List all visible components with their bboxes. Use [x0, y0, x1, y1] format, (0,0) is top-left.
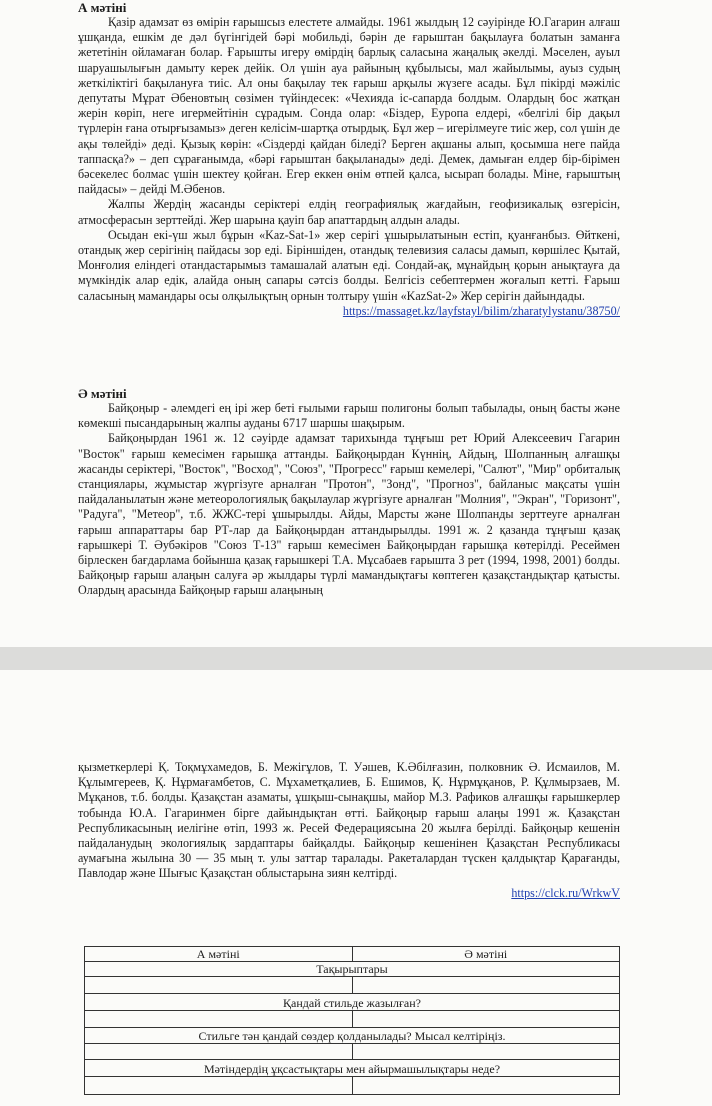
- header-text-a: А мәтіні: [85, 947, 353, 962]
- topics-label: Тақырыптары: [85, 962, 620, 977]
- differences-answer-a[interactable]: [85, 1077, 353, 1095]
- header-text-b: Ә мәтіні: [352, 947, 620, 962]
- text-b-paragraph-1: Байқоңыр - әлемдегі ең ірі жер беті ғылыми ғарыш полигоны болып табылады, оның басты және көмекші пысандарының жалпы ауданы 6717 шаршы шақырым.: [78, 401, 620, 431]
- text-a-source-link[interactable]: https://massaget.kz/layfstayl/bilim/zharatylystanu/38750/: [342, 303, 620, 318]
- table-header-row: [85, 947, 620, 962]
- differences-answer-b[interactable]: [352, 1077, 620, 1095]
- words-label: Стильге тән қандай сөздер қолданылады? Мысал келтіріңіз.: [85, 1028, 620, 1044]
- topics-answer-b[interactable]: [352, 977, 620, 994]
- page-divider: [0, 647, 712, 670]
- style-answer-b[interactable]: [352, 1011, 620, 1028]
- text-b-section: [78, 386, 620, 599]
- text-a-heading: А мәтіні: [78, 0, 127, 15]
- style-label: Қандай стильде жазылған?: [85, 994, 620, 1011]
- text-b-paragraph-2: Байқоңырдан 1961 ж. 12 сәуірде адамзат тарихында тұңғыш рет Юрий Алексеевич Гагарин "Восток" ғарыш кемесімен ғарышқа аттанды. Байқоңырдан Күннің, Айдың, Шолпанның алғашқы жасанды серіктері, "Восток", "Восход", "Союз", "Прогресс" ғарыш кемелері, "Салют", "Мир" орбиталық станциялары, жұмыстар жүргізуге арналған "Протон", "Зонд", "Прогноз", байланыс мақсаты үшін пайдаланылатын және метеорологиялық бақылаулар жүргізуге арналған "Молния", "Экран", "Горизонт", "Радуга", "Метеор", т.б. ЖЖС-тері ұшырылды. Айды, Марсты және Шолпанды зерттеуге арналған ғарыш аппараттары бар РТ-лар да Байқоңырдан аттандырылды. 1991 ж. 2 қазанда тұңғыш қазақ ғарышкері Т. Әубәкіров "Союз Т-13" ғарыш кемесімен Байқоңырдан ғарышқа көтерілді. Ресеймен бірлескен бағдарлама бойынша қазақ ғарышкері Т.А. Мұсабаев ғарышта 3 рет (1994, 1998, 2001) болды. Байқоңыр ғарыш алаңын салуға әр жылдары түрлі мамандықтағы көптеген қазақстандықтар қатысты. Олардың арасында Байқоңыр ғарыш алаңының: [78, 431, 620, 598]
- words-answer-b[interactable]: [352, 1044, 620, 1060]
- topics-answer-a[interactable]: [85, 977, 353, 994]
- differences-label: Мәтіндердің ұқсастықтары мен айырмашылықтары неде?: [85, 1060, 620, 1077]
- text-a-paragraph-2: Жалпы Жердің жасанды серіктері елдің географиялық жағдайын, геофизикалық өзгерісін, атмосферасын зерттейді. Жер шарына қауіп бар апаттардың алдын алады.: [78, 197, 620, 227]
- comparison-table: [84, 946, 620, 1095]
- text-a-paragraph-1: Қазір адамзат өз өмірін ғарышсыз елестете алмайды. 1961 жылдың 12 сәуірінде Ю.Гагарин алғаш ұшқанда, ешкім де дәл бүгінгідей бәрі мобильді, бәрін де ғарыштан бақылауға болатын заманға жететінін ойламаған болар. Ғарышты игеру өмірдің барлық саласына жаңалық әкелді. Мәселен, ауыл шаруашылығын дамыту керек дейік. Ол үшін ауа райының құбылысы, мал жайылымы, ауыз судың жеткіліктігі бақылануға тиіс. Ал оны бақылау тек ғарыш арқылы жүзеге асады. Бұл пікірді мәжіліс депутаты Мұрат Әбеновтың сөзімен түйіндесек: «Чехияда іс-сапарда болдым. Олардың бос жатқан жерін көріп, неге игермейтінін сұрадым. Сонда олар: «Біздер, Еуропа елдері, «белгілі бір дақыл түрлерін ғана отырғызамыз» деген келісім-шартқа отырдық. Бұл жер – игерілмеуге тиіс жер, сол үшін де ақы төлейді» деді. Қызық көрін: «Сіздерді қайдан біледі? Берген ақшаны алып, қосымша неге пайда таппасқа?» – деп сұрағанымда, «бәрі ғарыштан бақыланады» деді. Демек, дамыған елдер бір-бірімен бәсекелес болмас үшін шектеу қойған. Егер еккен өнім өтпей қалса, ысырап болады. Міне, ғарыштың пайдасы» – дейді М.Әбенов.: [78, 15, 620, 197]
- style-answer-a[interactable]: [85, 1011, 353, 1028]
- words-answer-a[interactable]: [85, 1044, 353, 1060]
- text-b-continuation: [78, 760, 620, 901]
- text-a-paragraph-3: Осыдан екі-үш жыл бұрын «Kaz-Sat-1» жер серігі ұшырылатынын естіп, қуанғанбыз. Өйткені, отандық жер серігінің пайдасы зор еді. Біріншіден, отандық телевизия саласы дамып, көршілес Қытай, Монғолия еліндегі отандастарымыз тамашалай алатын еді. Сондай-ақ, мұнайдың қорын анықтауға да мүмкіндік алар едік, алайда оның сапары сәтсіз болды. Белгісіз себептермен жоғалып кетті. Ғарыш саласының мамандары осы олқылықтың орнын толтыру үшін «KazSat-2» Жер серігін дайындады.: [78, 227, 620, 303]
- text-b-source-link[interactable]: https://clck.ru/WrkwV: [511, 885, 620, 900]
- text-a-section: [78, 0, 620, 319]
- text-b-heading: Ә мәтіні: [78, 386, 127, 401]
- text-b-paragraph-3: қызметкерлері Қ. Тоқмұхамедов, Б. Межігұлов, Т. Уәшев, К.Әбілғазин, полковник Ә. Исмаилов, М. Құлымгереев, Қ. Нұрмағамбетов, С. Мұхаметқалиев, Б. Ешимов, Қ. Нұрмұқанов, Р. Құлмырзаев, М. Мұқанов, т.б. болды. Қазақстан азаматы, ұшқыш-сынақшы, майор М.З. Рафиков алғашқы ғарышкерлер тобында Ю.А. Гагаринмен бірге дайындықтан өтті. Байқоңыр ғарыш алаңы 1991 ж. Қазақстан Республикасының иелігіне өтіп, 1993 ж. Ресей Федерациясына 20 жылға берілді. Байқоңыр кешенін пайдаланудың экологиялық зардаптары байқалды. Байқоңыр кешенінен Қазақстан Республикасы аумағына жылына 30 — 35 мың т. улы заттар таралады. Ракеталардан түскен қалдықтар Қарағанды, Павлодар және Шығыс Қазақстан облыстарына зиян келтірді.: [78, 760, 620, 881]
